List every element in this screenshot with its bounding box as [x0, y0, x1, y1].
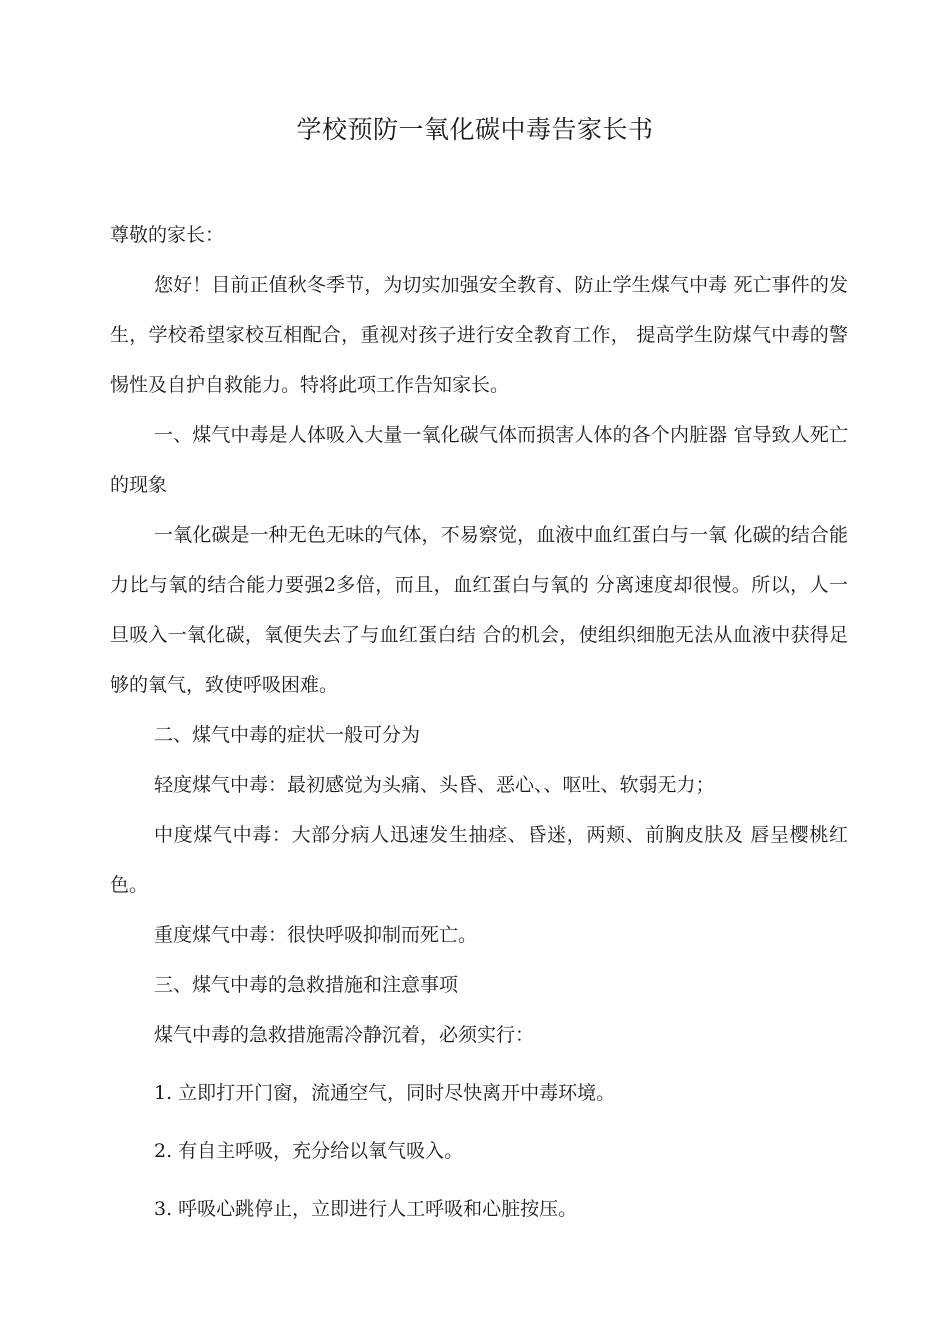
symptom-mild: 轻度煤气中毒：最初感觉为头痛、头昏、恶心、、呕吐、软弱无力；: [154, 774, 715, 796]
paragraph-co-explanation: 一氧化碳是一种无色无味的气体，不易察觉，血液中血红蛋白与一氧 化碳的结合能力比与氧的结合能力要强2多倍，而且，血红蛋白与氧的 分离速度却很慢。所以，人一旦吸入一氧化碳，氧便失去了与血红蛋白结 合的机会，使组织细胞无法从血液中获得足够的氧气，致使呼吸困难。: [110, 524, 848, 696]
document-body: [110, 210, 848, 1234]
list-item: 1. 立即打开门窗，流通空气，同时尽快离开中毒环境。: [154, 1082, 616, 1104]
document-title: 学校预防一氧化碳中毒告家长书: [296, 115, 654, 144]
paragraph-intro: 您好！目前正值秋冬季节，为切实加强安全教育、防止学生煤气中毒 死亡事件的发生，学校希望家校互相配合，重视对孩子进行安全教育工作， 提高学生防煤气中毒的警惕性及自护自救能力。特将此项工作告知家长。: [110, 274, 848, 396]
symptom-moderate: 中度煤气中毒：大部分病人迅速发生抽痉、昏迷，两颊、前胸皮肤及 唇呈樱桃红色。: [110, 824, 848, 896]
list-item: 2. 有自主呼吸，充分给以氧气吸入。: [154, 1140, 464, 1162]
section-one-heading: 一、煤气中毒是人体吸入大量一氧化碳气体而损害人体的各个内脏器 官导致人死亡的现象: [110, 424, 848, 496]
list-item: 3. 呼吸心跳停止，立即进行人工呼吸和心脏按压。: [154, 1198, 578, 1220]
section-three-heading: 三、煤气中毒的急救措施和注意事项: [154, 974, 459, 996]
section-two-heading: 二、煤气中毒的症状一般可分为: [154, 724, 421, 746]
greeting: 尊敬的家长：: [110, 224, 225, 246]
symptom-severe: 重度煤气中毒：很快呼吸抑制而死亡。: [154, 924, 478, 946]
first-aid-intro: 煤气中毒的急救措施需冷静沉着，必须实行：: [154, 1024, 535, 1046]
